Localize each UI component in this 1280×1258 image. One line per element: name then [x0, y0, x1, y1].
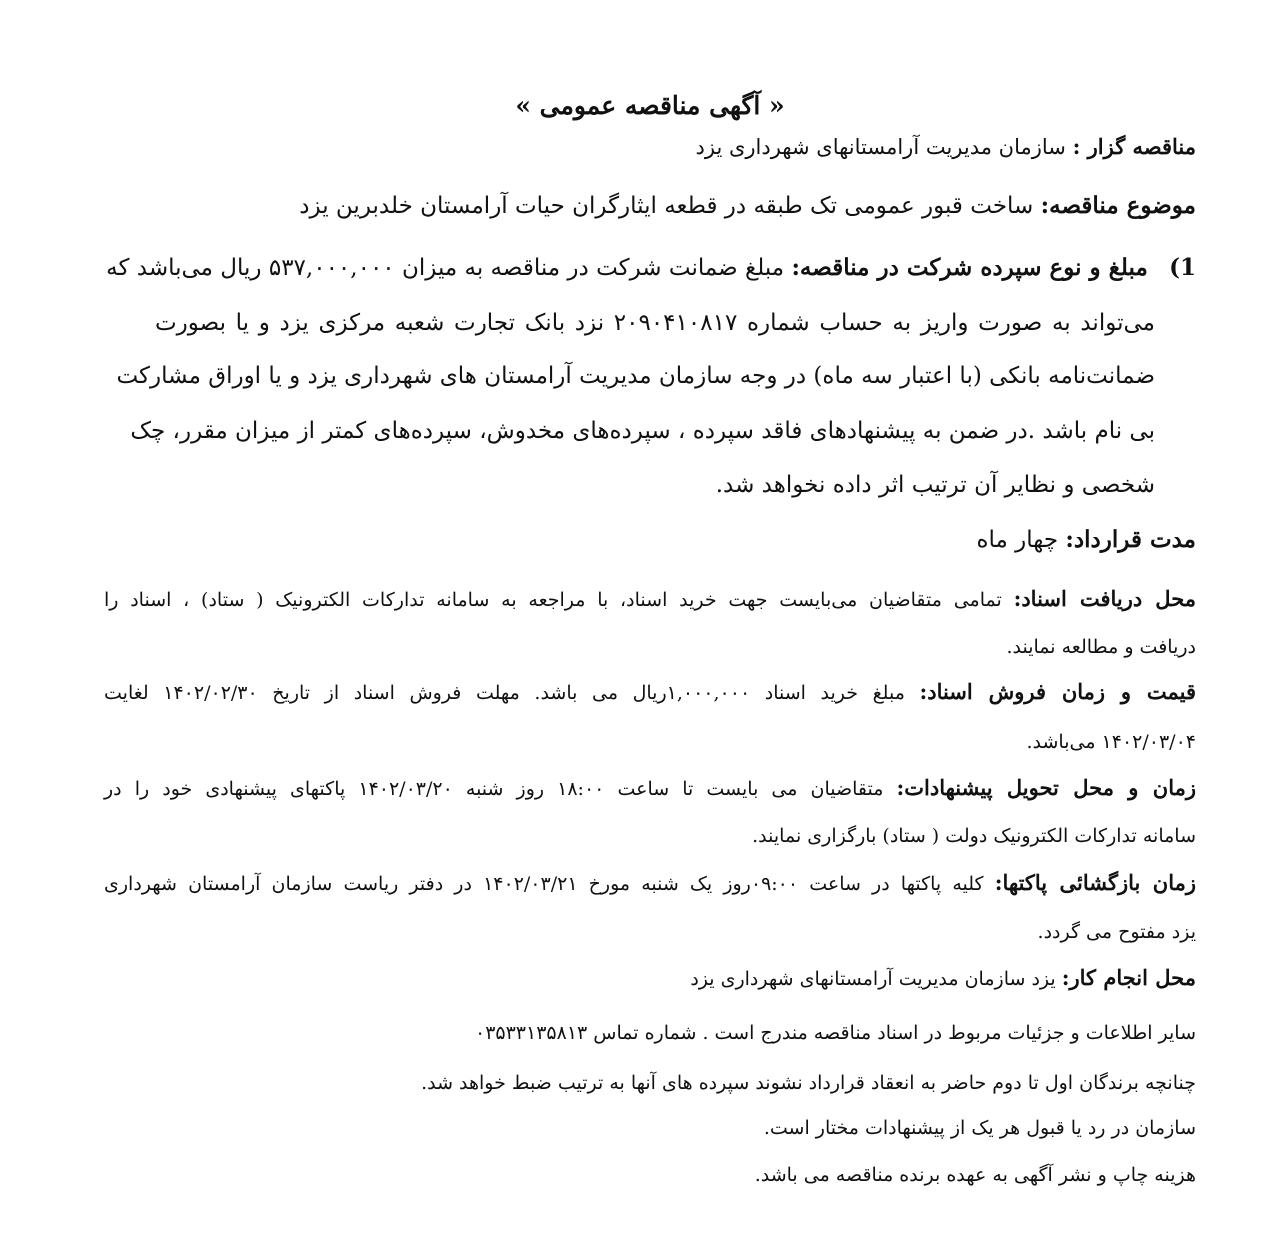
documents-price-line-1 — [104, 677, 1196, 708]
subject-label: موضوع مناقصه: — [1040, 192, 1196, 219]
opening-line-1 — [104, 868, 1196, 899]
opening-label: زمان بازگشائی پاکتها: — [994, 870, 1197, 895]
subject-line — [299, 188, 1196, 224]
tenderer-line — [696, 130, 1197, 164]
notice-title: « آگهی مناقصه عمومی » — [515, 91, 785, 120]
submission-label: زمان و محل تحویل پیشنهادات: — [896, 775, 1196, 800]
documents-price-text-1: مبلغ خرید اسناد ۱,۰۰۰,۰۰۰ریال می باشد. مهلت فروش اسناد از تاریخ ۱۴۰۲/۰۲/۳۰ لغایت — [104, 682, 905, 704]
opening-text-2: یزد مفتوح می گردد. — [1037, 921, 1196, 943]
documents-price-label: قیمت و زمان فروش اسناد: — [919, 679, 1197, 704]
duration-label: مدت قرارداد: — [1065, 526, 1196, 553]
duration-value: چهار ماه — [976, 527, 1059, 553]
deposit-label: مبلغ و نوع سپرده شرکت در مناقصه: — [791, 254, 1148, 281]
documents-place-text-1: تمامی متقاضیان می‌بایست جهت خرید اسناد، با مراجعه به سامانه تدارکات الکترونیک ( ستاد) ، اسناد را — [104, 589, 1002, 611]
deposit-line-2 — [155, 305, 1155, 341]
note-line: سایر اطلاعات و جزئیات مربوط در اسناد مناقصه مندرج است . شماره تماس ۰۳۵۳۳۱۳۵۸۱۳ — [474, 1022, 1196, 1044]
documents-place-label: محل دریافت اسناد: — [1013, 586, 1197, 611]
subject-value: ساخت قبور عمومی تک طبقه در قطعه ایثارگران حیات آرامستان خلدبرین یزد — [299, 193, 1034, 219]
opening-line-2 — [1038, 917, 1196, 947]
submission-text-1: متقاضیان می بایست تا ساعت ۱۸:۰۰ روز شنبه ۱۴۰۲/۰۳/۲۰ پاکتهای پیشنهادی خود را در — [104, 778, 884, 800]
documents-place-line-1 — [104, 584, 1196, 615]
opening-text-1: کلیه پاکتها در ساعت ۰۹:۰۰روز یک شنبه مورخ ۱۴۰۲/۰۳/۲۱ در دفتر ریاست سازمان آرامستان شهرداری — [104, 873, 984, 895]
deposit-number: 1) — [1169, 254, 1196, 281]
work-place-line — [690, 963, 1196, 994]
note-line: هزینه چاپ و نشر آگهی به عهده برنده مناقصه می باشد. — [754, 1164, 1196, 1186]
documents-price-line-2 — [1026, 727, 1196, 757]
duration-line — [976, 522, 1196, 558]
note-line: چنانچه برندگان اول تا دوم حاضر به انعقاد قرارداد نشوند سپرده های آنها به ترتیب ضبط خواهد شد. — [421, 1072, 1196, 1094]
deposit-line-1 — [106, 250, 1196, 286]
tenderer-label: مناقصه گزار : — [1072, 134, 1196, 159]
work-place-value: یزد سازمان مدیریت آرامستانهای شهرداری یزد — [690, 968, 1056, 990]
deposit-text-4: بی نام باشد .در ضمن به پیشنهادهای فاقد سپرده ، سپرده‌های مخدوش، سپرده‌های کمتر از میزان مقرر، چک — [130, 418, 1155, 444]
deposit-text-3: ضمانت‌نامه بانکی (با اعتبار سه ماه) در وجه سازمان مدیریت آرامستان های شهرداری یزد و یا اوراق مشارکت — [116, 363, 1155, 389]
submission-text-2: سامانه تدارکات الکترونیک دولت ( ستاد) بارگزاری نمایند. — [752, 825, 1196, 847]
documents-place-line-2 — [1006, 632, 1196, 662]
work-place-label: محل انجام کار: — [1061, 965, 1196, 990]
deposit-text-2: می‌تواند به صورت واریز به حساب شماره ۲۰۹۰۴۱۰۸۱۷ نزد بانک تجارت شعبه مرکزی یزد و یا بصورت — [155, 310, 1155, 336]
note-line: سازمان در رد یا قبول هر یک از پیشنهادات مختار است. — [763, 1117, 1196, 1139]
submission-line-1 — [104, 773, 1196, 804]
deposit-line-5 — [716, 467, 1155, 503]
deposit-text-5: شخصی و نظایر آن ترتیب اثر داده نخواهد شد. — [715, 472, 1155, 498]
tenderer-value: سازمان مدیریت آرامستانهای شهرداری یزد — [695, 135, 1066, 159]
deposit-line-3 — [116, 358, 1155, 394]
submission-line-2 — [752, 821, 1196, 851]
documents-price-text-2: ۱۴۰۲/۰۳/۰۴ می‌باشد. — [1026, 731, 1196, 753]
deposit-text-1: مبلغ ضمانت شرکت در مناقصه به میزان ۵۳۷,۰۰۰,۰۰۰ ریال می‌باشد که — [106, 255, 785, 281]
documents-place-text-2: دریافت و مطالعه نمایند. — [1006, 636, 1196, 658]
deposit-line-4 — [130, 413, 1155, 449]
